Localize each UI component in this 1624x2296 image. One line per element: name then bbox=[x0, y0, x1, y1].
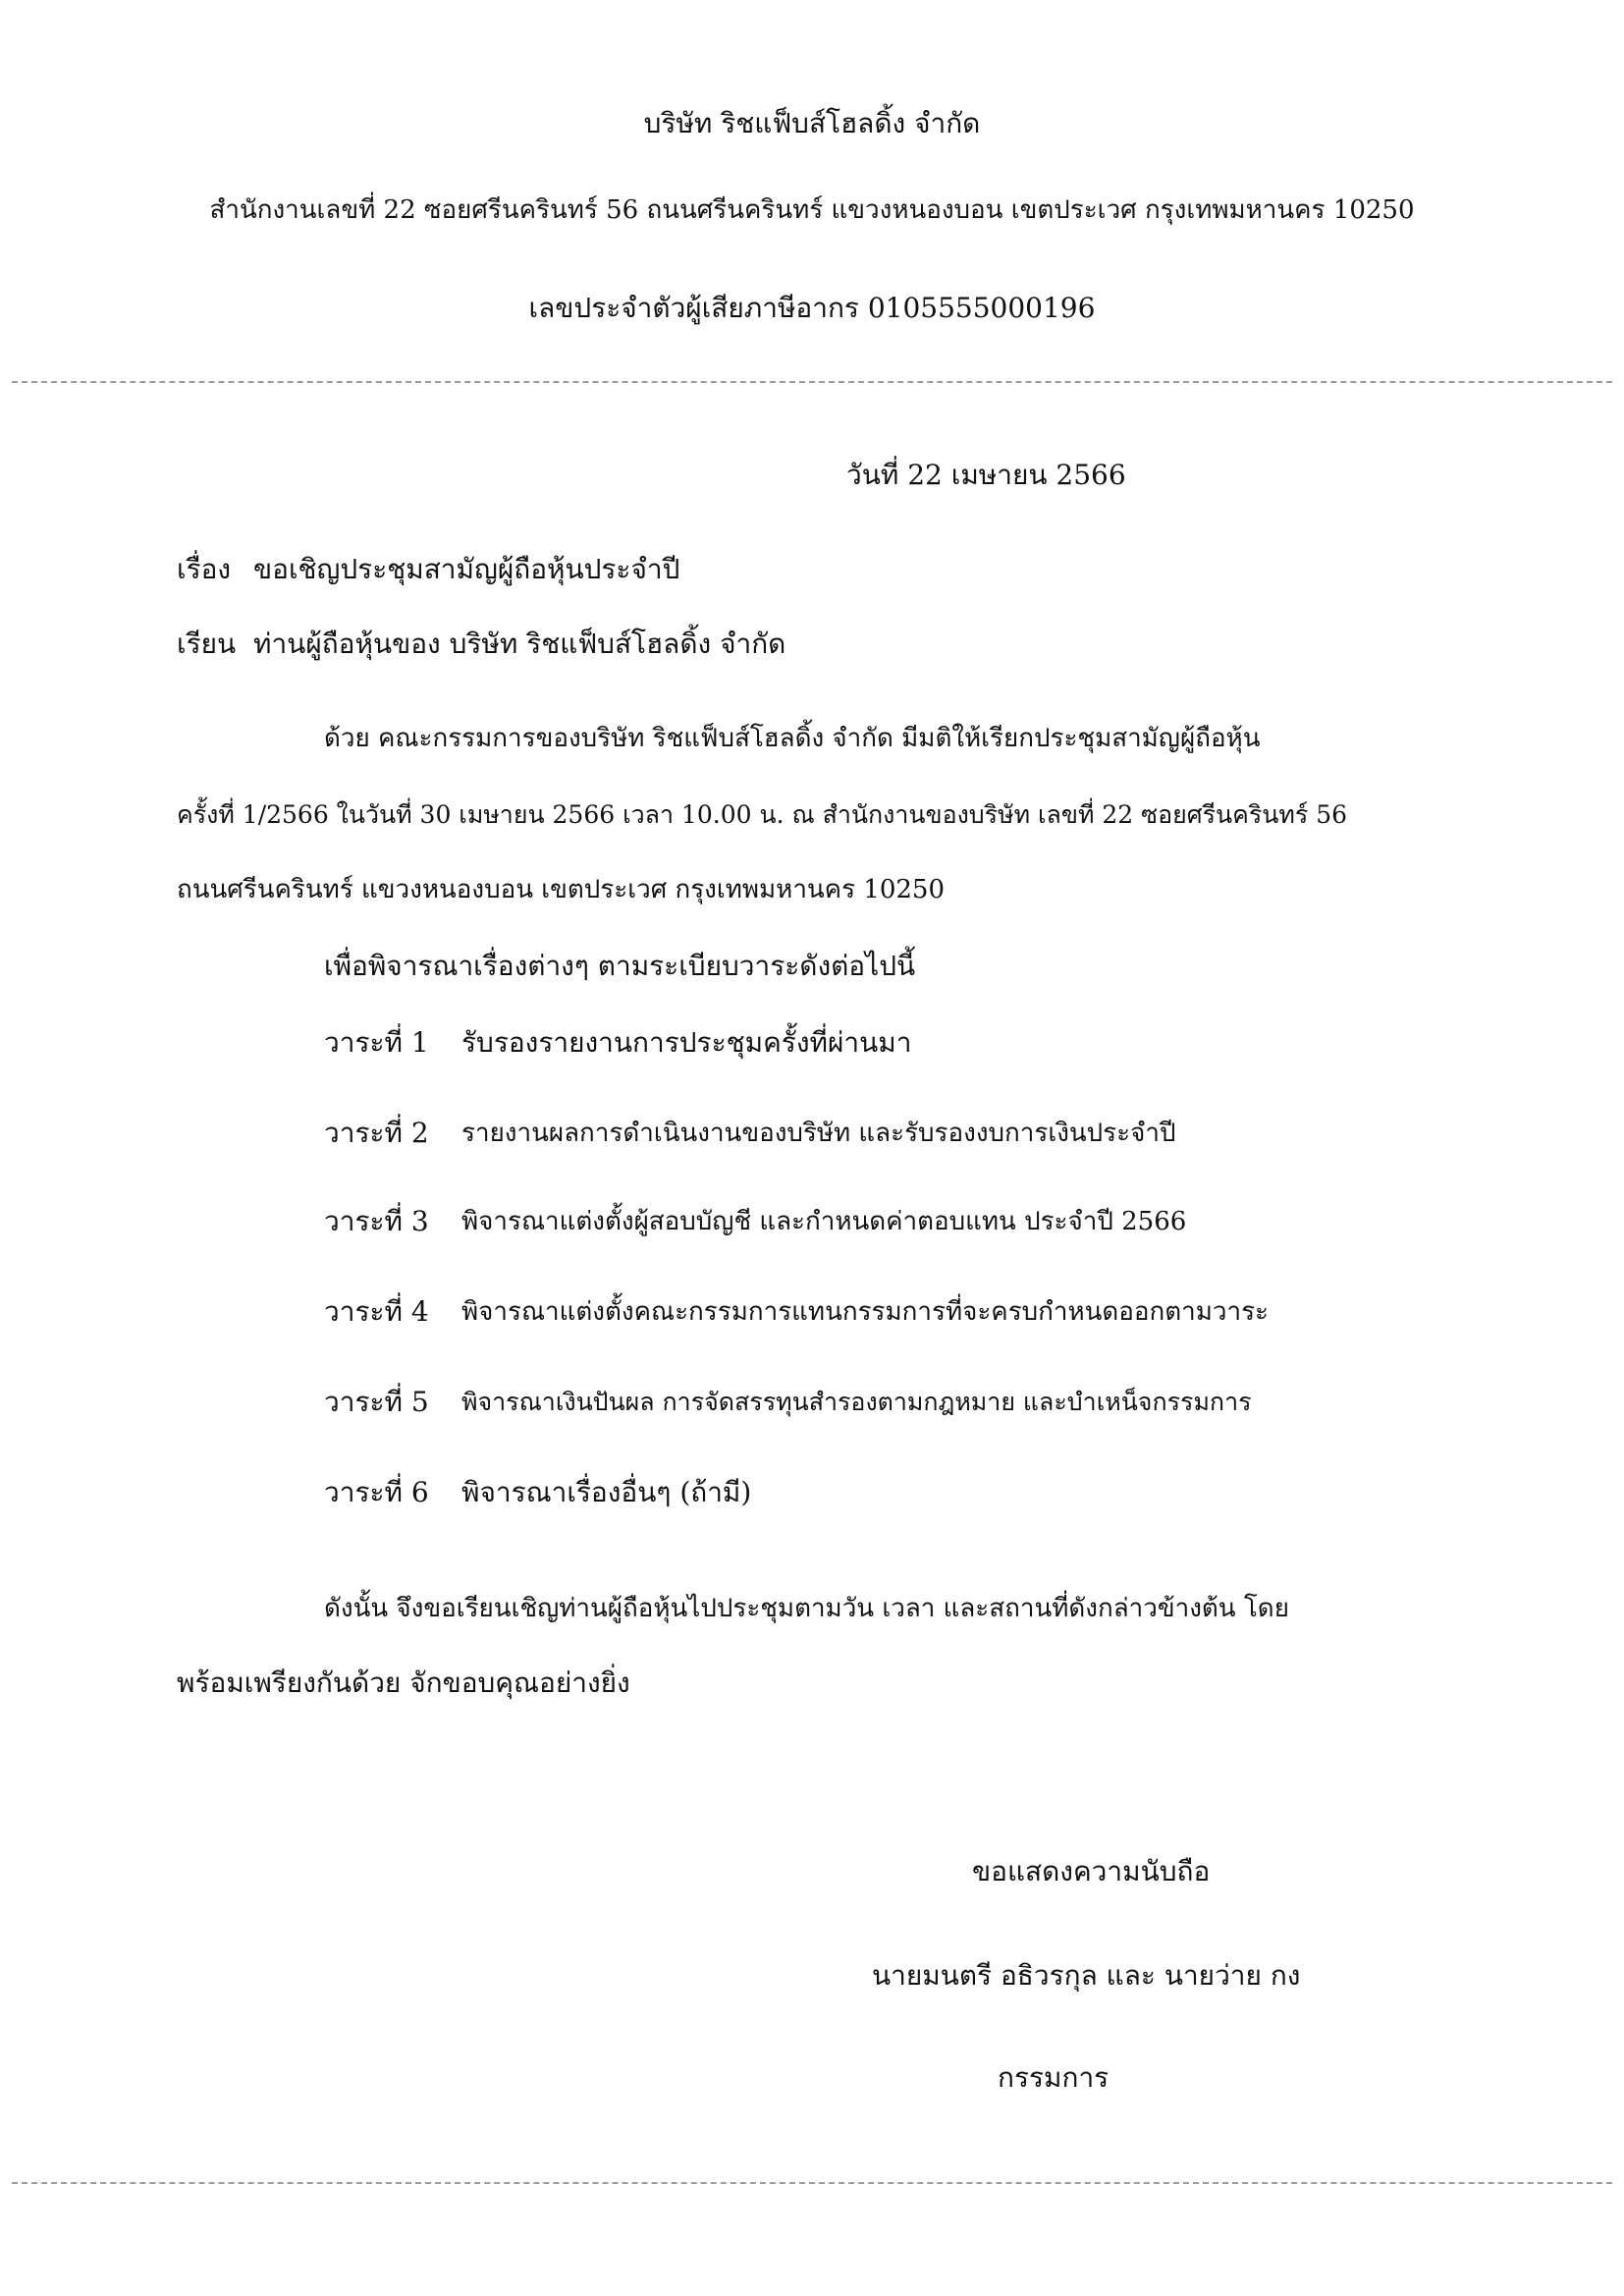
agenda-text: พิจารณาแต่งตั้งคณะกรรมการแทนกรรมการที่จะครบกำหนดออกตามวาระ bbox=[461, 1297, 1270, 1327]
agenda-intro: เพื่อพิจารณาเรื่องต่างๆ ตามระเบียบวาระดังต่อไปนี้ bbox=[324, 950, 916, 982]
agenda-text: พิจารณาเงินปันผล การจัดสรรทุนสำรองตามกฎหมาย และบำเหน็จกรรมการ bbox=[461, 1388, 1252, 1416]
body-line-3: ถนนศรีนครินทร์ แขวงหนองบอน เขตประเวศ กรุงเทพมหานคร 10250 bbox=[177, 875, 946, 904]
letter-date: วันที่ 22 เมษายน 2566 bbox=[846, 459, 1126, 491]
agenda-number: วาระที่ 4 bbox=[324, 1295, 429, 1328]
closing-regards: ขอแสดงความนับถือ bbox=[972, 1855, 1211, 1887]
subject-label: เรื่อง bbox=[177, 553, 232, 585]
agenda-text: รายงานผลการดำเนินงานของบริษัท และรับรองงบการเงินประจำปี bbox=[461, 1119, 1176, 1148]
closing-line-1: ดังนั้น จึงขอเรียนเชิญท่านผู้ถือหุ้นไปประชุมตามวัน เวลา และสถานที่ดังกล่าวข้างต้น โดย bbox=[324, 1594, 1289, 1623]
tax-id: เลขประจำตัวผู้เสียภาษีอากร 0105555000196 bbox=[528, 292, 1096, 324]
header-divider bbox=[12, 381, 1612, 383]
agenda-text: พิจารณาเรื่องอื่นๆ (ถ้ามี) bbox=[461, 1476, 752, 1508]
agenda-text: พิจารณาแต่งตั้งผู้สอบบัญชี และกำหนดค่าตอบแทน ประจำปี 2566 bbox=[461, 1207, 1187, 1236]
signatory-position: กรรมการ bbox=[998, 2061, 1110, 2094]
body-line-2: ครั้งที่ 1/2566 ในวันที่ 30 เมษายน 2566 เวลา 10.00 น. ณ สำนักงานของบริษัท เลขที่ 22 ซอยศรีนครินทร์ 56 bbox=[177, 800, 1348, 829]
body-line-1: ด้วย คณะกรรมการของบริษัท ริชแฟ็บส์โฮลดิ้ง จำกัด มีมติให้เรียกประชุมสามัญผู้ถือหุ้น bbox=[324, 724, 1261, 753]
company-address: สำนักงานเลขที่ 22 ซอยศรีนครินทร์ 56 ถนนศรีนครินทร์ แขวงหนองบอน เขตประเวศ กรุงเทพมหานคร 10250 bbox=[209, 195, 1415, 225]
footer-divider bbox=[12, 2182, 1612, 2184]
agenda-number: วาระที่ 3 bbox=[324, 1205, 429, 1237]
agenda-number: วาระที่ 1 bbox=[324, 1026, 429, 1059]
signatory-names: นายมนตรี อธิวรกุล และ นายว่าย กง bbox=[872, 1959, 1301, 1992]
company-name: บริษัท ริชแฟ็บส์โฮลดิ้ง จำกัด bbox=[643, 107, 981, 139]
agenda-number: วาระที่ 2 bbox=[324, 1117, 429, 1149]
agenda-number: วาระที่ 5 bbox=[324, 1386, 429, 1418]
closing-line-2: พร้อมเพรียงกันด้วย จักขอบคุณอย่างยิ่ง bbox=[177, 1667, 630, 1699]
agenda-text: รับรองรายงานการประชุมครั้งที่ผ่านมา bbox=[461, 1026, 912, 1059]
recipient-text: ท่านผู้ถือหุ้นของ บริษัท ริชแฟ็บส์โฮลดิ้ง จำกัด bbox=[253, 628, 786, 660]
recipient-label: เรียน bbox=[177, 628, 237, 660]
subject-text: ขอเชิญประชุมสามัญผู้ถือหุ้นประจำปี bbox=[253, 553, 680, 585]
agenda-number: วาระที่ 6 bbox=[324, 1476, 429, 1508]
